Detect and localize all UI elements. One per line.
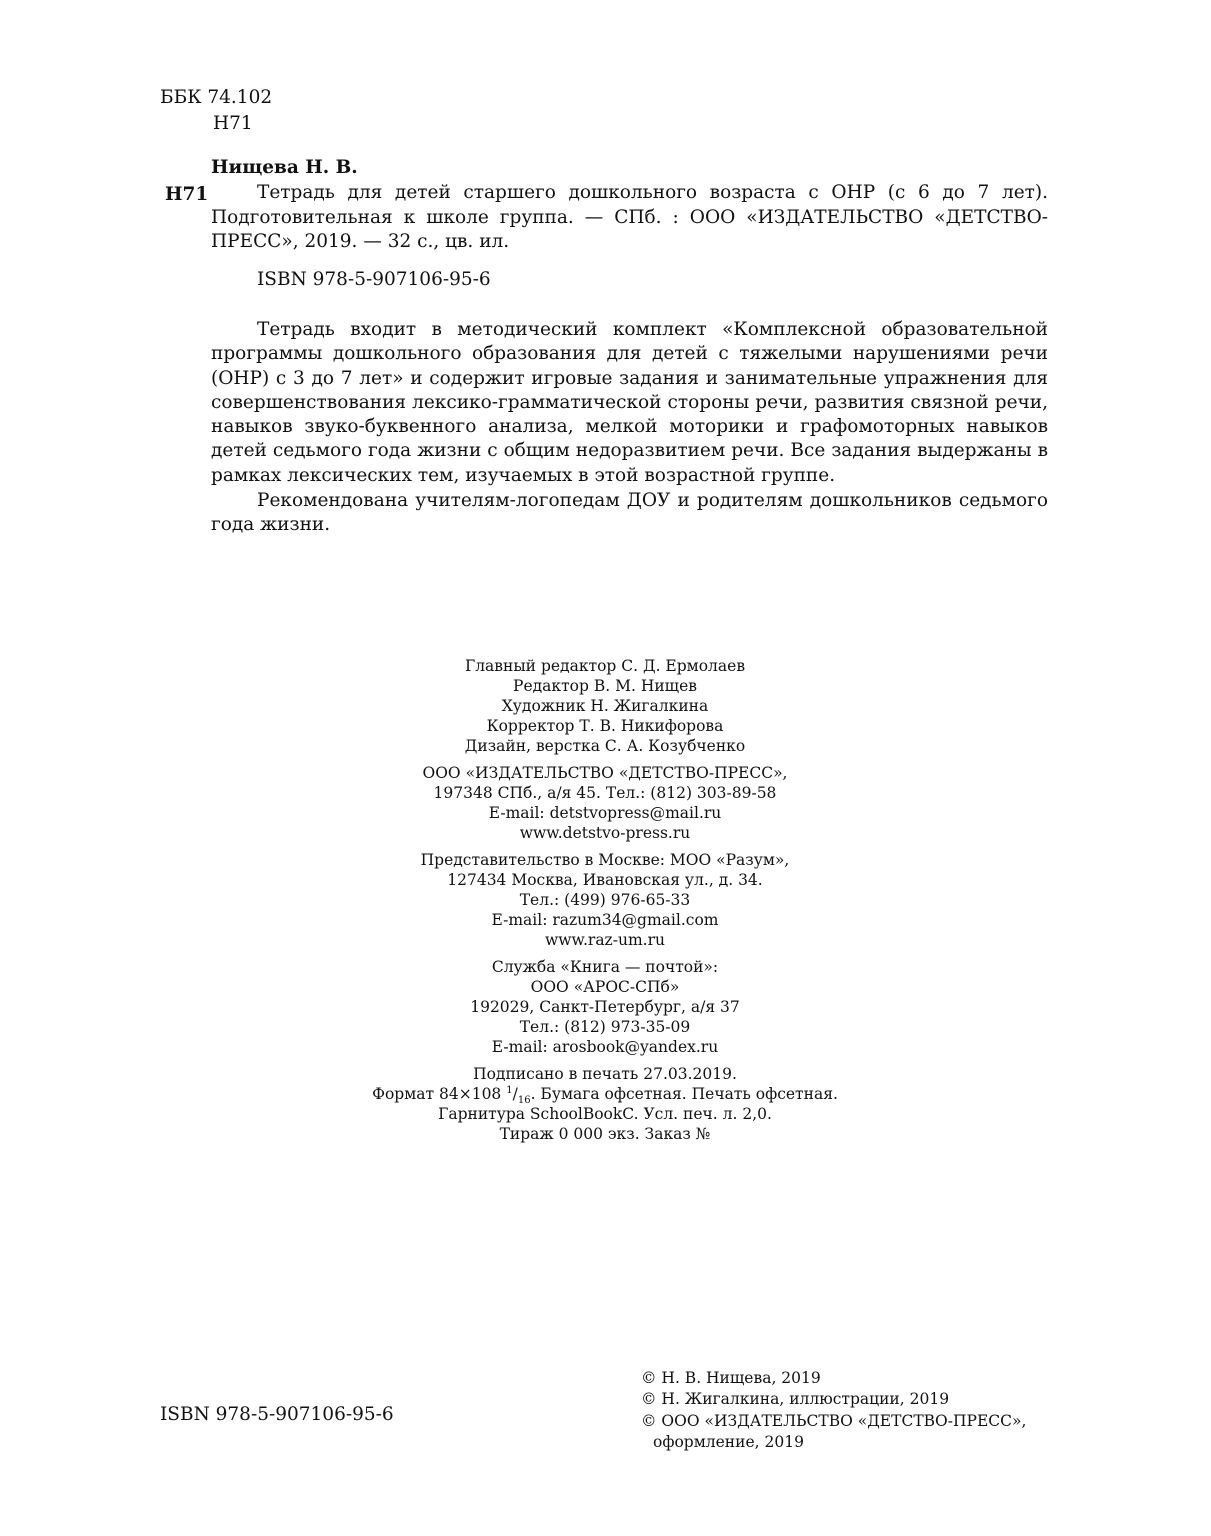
author-name: Нищева Н. В. [211, 157, 358, 178]
format-denominator: 16 [517, 1095, 531, 1107]
author-sign-top: Н71 [213, 113, 253, 134]
annotation-paragraph: Рекомендована учителям-логопедам ДОУ и родителям дошкольников седьмого года жизни. [211, 490, 1048, 536]
imprint-publisher [300, 763, 910, 843]
isbn-line: ISBN 978-5-907106-95-6 [257, 269, 491, 290]
moscow-line: Тел.: (499) 976-65-33 [519, 891, 691, 909]
publisher-line: 197348 СПб., а/я 45. Тел.: (812) 303-89-58 [433, 784, 777, 802]
imprint-moscow-office [300, 850, 910, 950]
bbk-code: ББК 74.102 [160, 87, 273, 108]
author-sign-left: Н71 [165, 184, 209, 205]
staff-line: Редактор В. М. Нищев [513, 677, 697, 695]
imprint [300, 656, 910, 1151]
staff-line: Дизайн, верстка С. А. Козубченко [464, 737, 746, 755]
entry-text: Тетрадь для детей старшего дошкольного возраста с ОНР (с 6 до 7 лет). Подготовительная к школе группа. — СПб. : ООО «ИЗДАТЕЛЬСТВО «ДЕТСТВО-ПРЕСС», 2019. — 32 с., цв. ил. [211, 182, 1048, 252]
copyright-line: © ООО «ИЗДАТЕЛЬСТВО «ДЕТСТВО-ПРЕСС», [641, 1411, 1027, 1430]
copyright-line: оформление, 2019 [653, 1432, 804, 1451]
staff-line: Корректор Т. В. Никифорова [486, 717, 724, 735]
mail-service-line: Тел.: (812) 973-35-09 [519, 1018, 691, 1036]
signed-to-print: Подписано в печать 27.03.2019. [473, 1065, 737, 1083]
imprint-print-details [300, 1064, 910, 1144]
copyright-block [641, 1368, 1026, 1453]
mail-service-line: ООО «АРОС-СПб» [530, 978, 680, 996]
format-suffix: . Бумага офсетная. Печать офсетная. [530, 1085, 838, 1103]
bibliographic-entry [211, 181, 1048, 255]
imprint-staff [300, 656, 910, 756]
moscow-website: www.raz-um.ru [545, 931, 665, 949]
format-numerator: 1 [506, 1084, 513, 1096]
moscow-email: E-mail: razum34@gmail.com [491, 911, 719, 929]
publisher-email: E-mail: detstvopress@mail.ru [488, 804, 722, 822]
typeface-line: Гарнитура SchoolBookC. Усл. печ. л. 2,0. [438, 1105, 772, 1123]
annotation-paragraph: Тетрадь входит в методический комплект «Комплексной образовательной программы дошкольного образования для детей с тяжелыми нарушениями речи (ОНР) с 3 до 7 лет» и содержит игровые задания и занимательные упражнения для совершенствования лексико-грамматической стороны речи, развития связной речи, навыков звуко-буквенного анализа, мелкой моторики и графомоторных навыков детей седьмого года жизни с общим недоразвитием речи. Все задания выдержаны в рамках лексических тем, изучаемых в этой возрастной группе. [211, 319, 1048, 486]
staff-line: Главный редактор С. Д. Ермолаев [464, 657, 746, 675]
format-line: Формат 84×108 $^1/_{16}$. Бумага офсетная. Печать офсетная. [372, 1084, 838, 1107]
publisher-website: www.detstvo-press.ru [519, 824, 691, 842]
staff-line: Художник Н. Жигалкина [501, 697, 709, 715]
copyright-line: © Н. Жигалкина, иллюстрации, 2019 [641, 1390, 950, 1409]
mail-service-line: 192029, Санкт-Петербург, а/я 37 [470, 998, 740, 1016]
publisher-line: ООО «ИЗДАТЕЛЬСТВО «ДЕТСТВО-ПРЕСС», [422, 764, 788, 782]
format-prefix: Формат 84×108 [372, 1085, 507, 1103]
annotation [211, 318, 1048, 538]
mail-service-email: E-mail: arosbook@yandex.ru [491, 1038, 719, 1056]
moscow-line: Представительство в Москве: МОО «Разум», [420, 851, 790, 869]
imprint-mail-service [300, 957, 910, 1057]
moscow-line: 127434 Москва, Ивановская ул., д. 34. [447, 871, 763, 889]
mail-service-line: Служба «Книга — почтой»: [491, 958, 719, 976]
copyright-line: © Н. В. Нищева, 2019 [641, 1369, 821, 1387]
isbn-bottom: ISBN 978-5-907106-95-6 [160, 1404, 394, 1425]
print-run-line: Тираж 0 000 экз. Заказ № [499, 1125, 711, 1143]
